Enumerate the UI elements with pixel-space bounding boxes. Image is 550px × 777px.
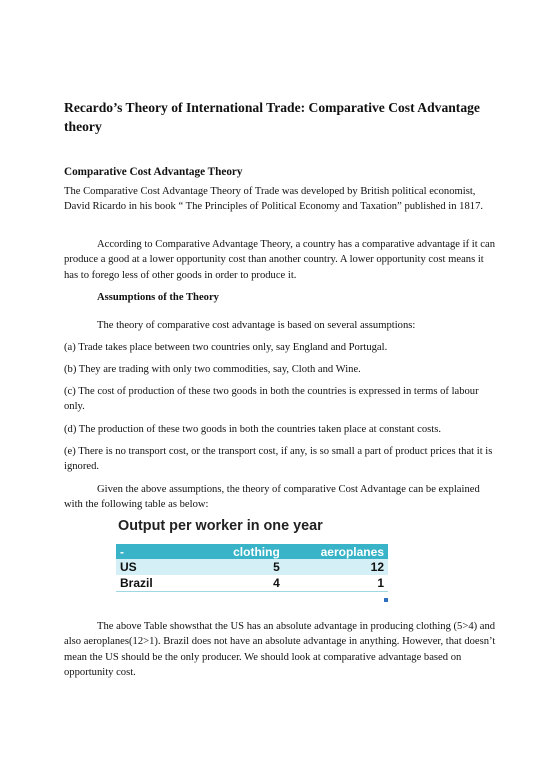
table-cell-country: US — [116, 559, 204, 575]
paragraph-definition: According to Comparative Advantage Theory, a country has a comparative advantage if it can produce a good at a lower opportunity cost than another country. A lower opportunity cost means it has to forego less of other goods in order to produce it. — [64, 239, 495, 281]
output-table-image — [116, 518, 388, 602]
table-header-aeroplanes: aeroplanes — [284, 544, 388, 559]
assumption-d: (d) The production of these two goods in both the countries taken place at constant costs. — [64, 424, 441, 435]
paragraph-analysis: The above Table showsthat the US has an absolute advantage in producing clothing (5>4) and also aeroplanes(12>1). Brazil does not have an absolute advantage in anything. However, that doesn’t mean the US should be the only producer. We should look at comparative advantage based on opportunity cost. — [64, 621, 496, 679]
table-cell-aeroplanes: 12 — [284, 559, 388, 575]
output-table — [116, 544, 388, 592]
table-row — [116, 559, 388, 575]
table-cell-clothing: 4 — [204, 575, 284, 592]
table-row — [116, 575, 388, 592]
assumption-c: (c) The cost of production of these two goods in both the countries is expressed in terms of labour only. — [64, 386, 479, 413]
document-title: Recardo’s Theory of International Trade: Comparative Cost Advantage theory — [64, 100, 480, 134]
table-cell-aeroplanes: 1 — [284, 575, 388, 592]
table-cell-clothing: 5 — [204, 559, 284, 575]
assumption-e: (e) There is no transport cost, or the transport cost, if any, is so small a part of product prices that it is ignored. — [64, 446, 493, 473]
assumption-b: (b) They are trading with only two commodities, say, Cloth and Wine. — [64, 364, 361, 375]
section-heading: Comparative Cost Advantage Theory — [64, 166, 243, 178]
selection-handle — [384, 598, 388, 602]
table-header-row — [116, 544, 388, 559]
table-header-country: - — [116, 544, 204, 559]
table-header-clothing: clothing — [204, 544, 284, 559]
assumptions-heading: Assumptions of the Theory — [97, 292, 219, 303]
paragraph-intro: The Comparative Cost Advantage Theory of Trade was developed by British political economist, David Ricardo in his book “ The Principles of Political Economy and Taxation” published in 1817. — [64, 186, 484, 213]
table-cell-country: Brazil — [116, 575, 204, 592]
paragraph-table-intro: Given the above assumptions, the theory of comparative Cost Advantage can be explained with the following table as below: — [64, 484, 480, 511]
assumption-a: (a) Trade takes place between two countries only, say England and Portugal. — [64, 342, 388, 353]
table-title: Output per worker in one year — [118, 518, 323, 534]
paragraph-assumptions-intro: The theory of comparative cost advantage is based on several assumptions: — [97, 320, 416, 331]
